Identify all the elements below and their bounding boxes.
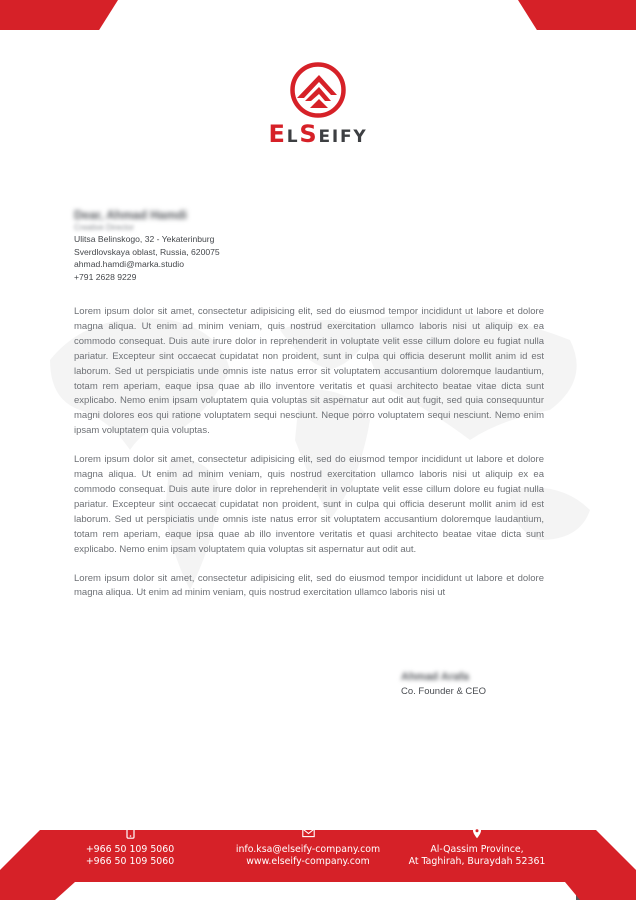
signature-title: Co. Founder & CEO: [401, 686, 487, 697]
letter-body: [74, 305, 544, 615]
footer-email[interactable]: info.ksa@elseify-company.com: [235, 844, 381, 855]
recipient-address-line1: Ulitsa Belinskogo, 32 - Yekaterinburg: [74, 234, 215, 244]
footer-website[interactable]: www.elseify-company.com: [246, 856, 370, 867]
recipient-phone: +791 2628 9229: [74, 272, 137, 283]
map-pin-icon: [377, 826, 577, 840]
recipient-role: Creative Director: [74, 223, 135, 232]
recipient-name: Dear, Ahmad Hamdi: [74, 208, 187, 222]
footer-location-column: [377, 826, 577, 868]
body-paragraph: Lorem ipsum dolor sit amet, consectetur adipisicing elit, sed do eiusmod tempor incididunt ut labore et dolore magna aliqua. Ut enim ad minim veniam, quis nostrud exercitation ullamco laboris nisi ut aliquip ex ea commodo consequat. Duis aute irure dolor in reprehenderit in voluptate velit esse cillum dolore eu fugiat nulla pariatur. Excepteur sint occaecat cupidatat non proident, sunt in culpa qui officia deserunt mollit anim id est laborum. Sed ut perspiciatis unde omnis iste natus error sit voluptatem accusantium doloremque laudantium, totam rem aperiam, eaque ipsa quae ab illo inventore veritatis et quasi architecto beatae vitae dicta sunt explicabo. Nemo enim ipsam voluptatem quia voluptas sit aspernatur aut odit aut.: [74, 454, 544, 555]
recipient-block: [74, 207, 220, 284]
footer-phone-line1: +966 50 109 5060: [85, 844, 175, 855]
body-paragraph: Lorem ipsum dolor sit amet, consectetur adipisicing elit, sed do eiusmod tempor incididunt ut labore et dolore magna aliqua. Ut enim ad minim veniam, quis nostrud exercitation ullamco laboris nisi ut: [74, 572, 544, 599]
footer-address-line1: Al-Qassim Province,: [430, 844, 524, 855]
footer-address-line2: At Taghirah, Buraydah 52361: [408, 856, 546, 867]
footer-phone-line2: +966 50 109 5060: [85, 856, 175, 867]
recipient-email: ahmad.hamdi@marka.studio: [74, 259, 184, 270]
mobile-phone-icon: [30, 826, 230, 840]
footer-contacts: [0, 826, 636, 882]
recipient-address-line2: Sverdlovskaya oblast, Russia, 620075: [74, 246, 220, 257]
company-logo: [0, 62, 636, 148]
header-corner-right: [518, 0, 636, 30]
brand-emblem-icon: [290, 62, 346, 118]
header-corner-left: [0, 0, 118, 30]
footer-phone-column: [30, 826, 230, 868]
signature-block: [401, 670, 486, 698]
body-paragraph: Lorem ipsum dolor sit amet, consectetur adipisicing elit, sed do eiusmod tempor incididunt ut labore et dolore magna aliqua. Ut enim ad minim veniam, quis nostrud exercitation ullamco laboris nisi ut aliquip ex ea commodo consequat. Duis aute irure dolor in reprehenderit in voluptate velit esse cillum dolore eu fugiat nulla pariatur. Excepteur sint occaecat cupidatat non proident, sunt in culpa qui officia deserunt mollit anim id est laborum. Sed ut perspiciatis unde omnis iste natus error sit voluptatem accusantium doloremque laudantium, totam rem aperiam, eaque ipsa quae ab illo inventore veritatis et quasi architecto beatae vitae dicta sunt explicabo. Nemo enim ipsam voluptatem quia voluptas sit aspernatur aut odit aut fugit, sed quia consequuntur magni dolores eos qui ratione voluptatem sequi nesciunt. Neque porro voluptatem sequi nesciunt. Nemo enim ipsam voluptatem quia voluptas.: [74, 306, 544, 437]
signature-name: Ahmad Arafa: [401, 671, 470, 683]
brand-name: ELSEIFY: [268, 120, 368, 148]
